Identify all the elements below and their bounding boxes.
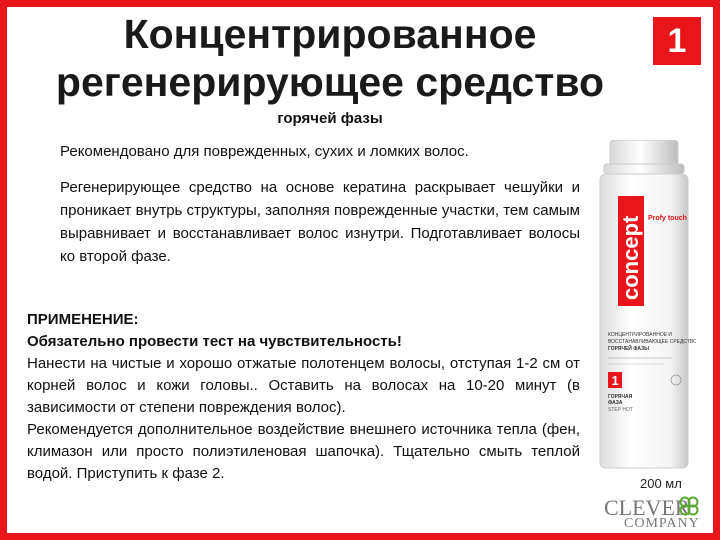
- clover-icon: [678, 495, 700, 517]
- bottle-phase-label-3: STEP HOT: [608, 407, 633, 413]
- description-paragraph: Регенерирующее средство на основе кератина раскрывает чешуйки и проникает внутрь структуры, заполняя поврежденные участки, тем самым выравнивает и восстанавливает волос изнутри. Подготавливает волосы ко второй фазе.: [60, 179, 580, 265]
- bottle-label-line-3: ГОРЯЧЕЙ ФАЗЫ: [608, 346, 650, 352]
- page-title: [20, 10, 640, 106]
- bottle-phase-label-1: ГОРЯЧАЯ: [608, 394, 633, 400]
- usage-instructions: Нанести на чистые и хорошо отжатые полотенцем волосы, отступая 1-2 см от корней волос и кожи головы.. Оставить на волосах на 10-20 минут (в зависимости от степени повреждения волос).: [27, 355, 580, 416]
- usage-recommendation: Рекомендуется дополнительное воздействие внешнего источника тепла (фен, климазон или просто полиэтиленовая шапочка). Тщательно смыть теплой водой. Приступить к фазе 2.: [27, 421, 580, 482]
- bottle-label-line-2: ВОССТАНАВЛИВАЮЩЕЕ СРЕДСТВО: [608, 339, 696, 345]
- logo-line-1: CLEVER: [604, 495, 690, 520]
- volume-label: 200 мл: [640, 476, 682, 491]
- title-line-1: Концентрированное: [123, 11, 537, 57]
- usage-warning: Обязательно провести тест на чувствительность!: [27, 333, 402, 350]
- product-bottle-image: [592, 140, 696, 470]
- usage-section: [27, 309, 580, 485]
- page-subtitle: горячей фазы: [277, 110, 383, 127]
- clever-company-logo: [604, 495, 704, 535]
- usage-heading: ПРИМЕНЕНИЕ:: [27, 311, 139, 328]
- bottle-phase-label-2: ФАЗА: [608, 400, 623, 406]
- bottle-subbrand-text: Profy touch: [648, 215, 687, 222]
- bottle-brand-text: concept: [618, 215, 643, 300]
- bottle-label-line-1: КОНЦЕНТРИРОВАННОЕ И: [608, 332, 673, 338]
- recommendation-text: Рекомендовано для поврежденных, сухих и ломких волос.: [60, 143, 469, 160]
- bottle-phase-number: 1: [611, 373, 619, 388]
- phase-badge: 1: [653, 17, 701, 65]
- logo-line-2: COMPANY: [624, 516, 700, 531]
- title-line-2: регенерирующее средство: [55, 59, 605, 105]
